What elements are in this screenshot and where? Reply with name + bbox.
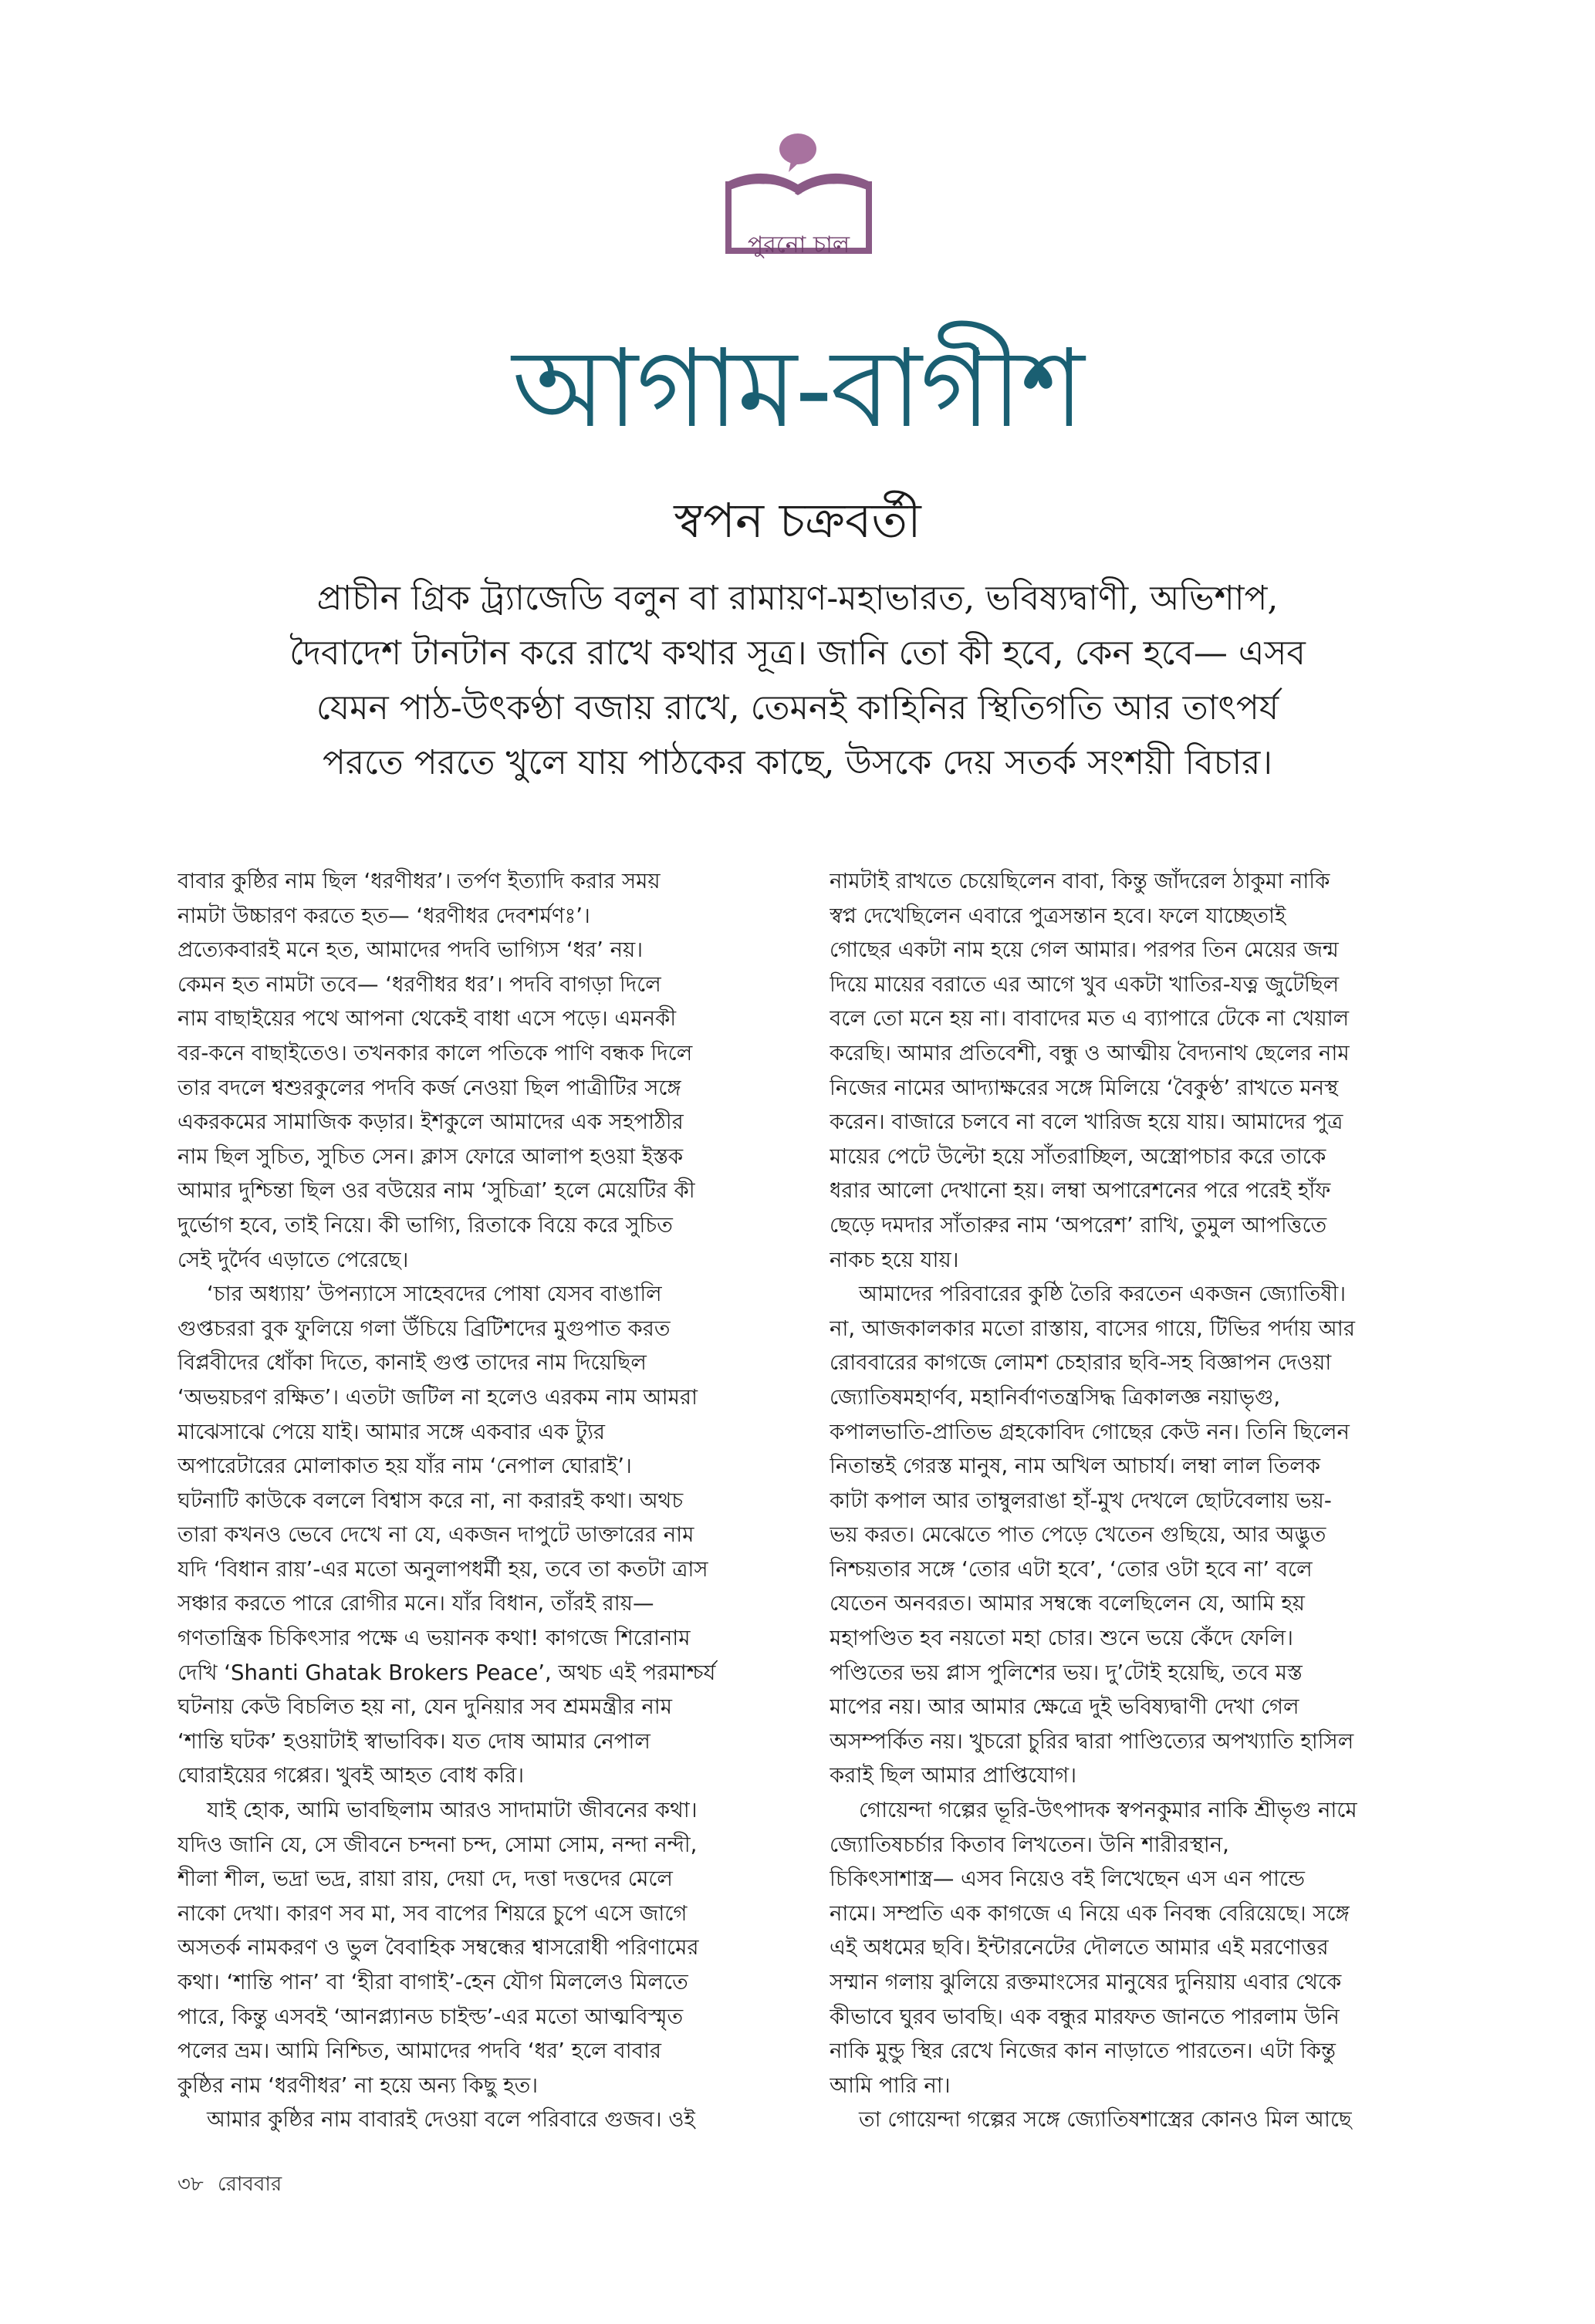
body-line: আমার কুষ্ঠির নাম বাবারই দেওয়া বলে পরিবারে গুজব। ওই — [207, 2107, 695, 2133]
body-line: গণতান্ত্রিক চিকিৎসার পক্ষে এ ভয়ানক কথা! কাগজে শিরোনাম — [177, 1626, 691, 1651]
body-line: পলের ভ্রম। আমি নিশ্চিত, আমাদের পদবি ‘ধর’ হলে বাবার — [177, 2039, 662, 2064]
body-line: কুষ্ঠির নাম ‘ধরণীধর’ না হয়ে অন্য কিছু হত। — [177, 2072, 539, 2098]
body-line: মাপের নয়। আর আমার ক্ষেত্রে দুই ভবিষ্যদ্বাণী দেখা গেল — [830, 1694, 1299, 1720]
body-line: স্বপ্ন দেখেছিলেন এবারে পুত্রসন্তান হবে। ফলে যাচ্ছেতাই — [830, 903, 1286, 928]
body-column-left — [177, 864, 764, 2137]
body-line: কপালভাতি-প্রাতিভ গ্রহকোবিদ গোছের কেউ নন। তিনি ছিলেন — [830, 1419, 1350, 1444]
body-line: অপারেটারের মোলাকাত হয় যাঁর নাম ‘নেপাল ঘোরাই’। — [177, 1454, 632, 1479]
body-line: জ্যোতিষচর্চার কিতাব লিখতেন। উনি শারীরস্থান, — [830, 1832, 1229, 1857]
body-line: সম্মান গলায় ঝুলিয়ে রক্তমাংসের মানুষের দুনিয়ায় এবার থেকে — [830, 1970, 1342, 1995]
body-line: করাই ছিল আমার প্রাপ্তিযোগ। — [830, 1763, 1077, 1789]
body-line: নাম বাছাইয়ের পথে আপনা থেকেই বাধা এসে পড়ে। এমনকী — [177, 1006, 677, 1032]
body-line: নাকচ হয়ে যায়। — [830, 1247, 959, 1272]
body-line: যাই হোক, আমি ভাবছিলাম আরও সাদামাটা জীবনের কথা। — [207, 1798, 698, 1823]
body-line: বর-কনে বাছাইতেও। তখনকার কালে পতিকে পাণি বন্ধক দিলে — [177, 1040, 693, 1066]
body-line: প্রত্যেকবারই মনে হত, আমাদের পদবি ভাগ্যিস ‘ধর’ নয়। — [177, 937, 644, 963]
intro-line: প্রাচীন গ্রিক ট্র্যাজেডি বলুন বা রামায়ণ-মহাভারত, ভবিষ্যদ্বাণী, অভিশাপ, — [316, 579, 1279, 618]
intro-line: যেমন পাঠ-উৎকণ্ঠা বজায় রাখে, তেমনই কাহিনির স্থিতিগতি আর তাৎপর্য — [316, 688, 1279, 728]
body-line: যদি ‘বিধান রায়’-এর মতো অনুলাপধর্মী হয়, তবে তা কতটা ত্রাস — [177, 1556, 708, 1582]
page-footer — [177, 2168, 282, 2202]
section-logo — [718, 127, 880, 274]
body-line: না, আজকালকার মতো রাস্তায়, বাসের গায়ে, টিভির পর্দায় আর — [830, 1316, 1355, 1341]
body-line: দেখি ‘Shanti Ghatak Brokers Peace’, অথচ এই পরমাশ্চর্য — [177, 1660, 716, 1685]
body-line: একরকমের সামাজিক কড়ার। ইশকুলে আমাদের এক সহপাঠীর — [177, 1110, 684, 1135]
body-line: নিতান্তই গেরস্ত মানুষ, নাম অখিল আচার্য। লম্বা লাল তিলক — [830, 1454, 1321, 1479]
body-line: যেতেন অনবরত। আমার সম্বন্ধে বলেছিলেন যে, আমি হয় — [830, 1591, 1305, 1616]
body-line: নাম ছিল সুচিত, সুচিত সেন। ক্লাস ফোরে আলাপ হওয়া ইস্তক — [177, 1143, 684, 1169]
body-line: গোয়েন্দা গল্পের ভূরি-উৎপাদক স্বপনকুমার নাকি শ্রীভৃগু নামে — [859, 1798, 1357, 1823]
body-line: পণ্ডিতের ভয় প্লাস পুলিশের ভয়। দু’টোই হয়েছি, তবে মস্ত — [830, 1660, 1303, 1685]
body-line: ভয় করত। মেঝেতে পাত পেড়ে খেতেন গুছিয়ে, আর অদ্ভুত — [830, 1522, 1326, 1548]
body-line: রোববারের কাগজে লোমশ চেহারার ছবি-সহ বিজ্ঞাপন দেওয়া — [830, 1350, 1332, 1376]
body-line: সঞ্চার করতে পারে রোগীর মনে। যাঁর বিধান, তাঁরই রায়— — [177, 1591, 654, 1616]
publication-name: রোববার — [218, 2173, 282, 2196]
body-line: যদিও জানি যে, সে জীবনে চন্দনা চন্দ, সোমা সোম, নন্দা নন্দী, — [177, 1832, 698, 1857]
body-column-right — [830, 864, 1416, 2137]
body-line: নাকি মুন্ডু স্থির রেখে নিজের কান নাড়াতে পারতেন। এটা কিন্তু — [830, 2039, 1336, 2064]
body-line: নাকো দেখা। কারণ সব মা, সব বাপের শিয়রে চুপে এসে জাগে — [177, 1900, 688, 1926]
body-line: অসম্পর্কিত নয়। খুচরো চুরির দ্বারা পাণ্ডিত্যের অপখ্যাতি হাসিল — [830, 1728, 1354, 1754]
body-line: আমি পারি না। — [830, 2072, 951, 2098]
body-line: ধরার আলো দেখানো হয়। লম্বা অপারেশনের পরে পরেই হাঁফ — [830, 1178, 1331, 1204]
body-line: চিকিৎসাশাস্ত্র— এসব নিয়েও বই লিখেছেন এস এন পান্ডে — [830, 1866, 1305, 1892]
body-line: তার বদলে শ্বশুরকুলের পদবি কর্জ নেওয়া ছিল পাত্রীটির সঙ্গে — [177, 1075, 681, 1100]
body-line: করেছি। আমার প্রতিবেশী, বন্ধু ও আত্মীয় বৈদ্যনাথ ছেলের নাম — [830, 1040, 1350, 1066]
body-line: নামটাই রাখতে চেয়েছিলেন বাবা, কিন্তু জাঁদরেল ঠাকুমা নাকি — [830, 869, 1330, 893]
article-intro — [177, 571, 1418, 790]
body-line: তা গোয়েন্দা গল্পের সঙ্গে জ্যোতিষশাস্ত্রের কোনও মিল আছে — [859, 2107, 1352, 2133]
body-line: পারে, কিন্তু এসবই ‘আনপ্ল্যানড চাইল্ড’-এর মতো আত্মবিস্মৃত — [177, 2004, 684, 2029]
body-line: জ্যোতিষমহার্ণব, মহানির্বাণতন্ত্রসিদ্ধ ত্রিকালজ্ঞ নয়াভৃগু, — [830, 1384, 1281, 1410]
body-line: কেমন হত নামটা তবে— ‘ধরণীধর ধর’। পদবি বাগড়া দিলে — [177, 971, 661, 997]
section-label: পুরনো চাল — [747, 231, 850, 258]
body-line: ‘অভয়চরণ রক্ষিত’। এতটা জটিল না হলেও এরকম নাম আমরা — [177, 1384, 698, 1410]
body-line: গোছের একটা নাম হয়ে গেল আমার। পরপর তিন মেয়ের জন্ম — [830, 937, 1339, 963]
article-author: স্বপন চক্রবর্তী — [674, 492, 921, 549]
body-line: আমার দুশ্চিন্তা ছিল ওর বউয়ের নাম ‘সুচিত্রা’ হলে মেয়েটির কী — [177, 1178, 695, 1204]
body-line: করেন। বাজারে চলবে না বলে খারিজ হয়ে যায়। আমাদের পুত্র — [830, 1110, 1343, 1135]
body-line: ‘চার অধ্যায়’ উপন্যাসে সাহেবদের পোষা যেসব বাঙালি — [207, 1282, 662, 1307]
body-line: অসতর্ক নামকরণ ও ভুল বৈবাহিক সম্বন্ধের শ্বাসরোধী পরিণামের — [177, 1935, 699, 1961]
body-line: ঘটনাটি কাউকে বললে বিশ্বাস করে না, না করারই কথা। অথচ — [177, 1488, 684, 1513]
body-line: দিয়ে মায়ের বরাতে এর আগে খুব একটা খাতির-যত্ন জুটেছিল — [830, 971, 1340, 997]
body-line: নিজের নামের আদ্যাক্ষরের সঙ্গে মিলিয়ে ‘বৈকুণ্ঠ’ রাখতে মনস্থ — [830, 1075, 1339, 1100]
body-line: মহাপণ্ডিত হব নয়তো মহা চোর। শুনে ভয়ে কেঁদে ফেলি। — [830, 1626, 1293, 1651]
body-line: আমাদের পরিবারের কুষ্ঠি তৈরি করতেন একজন জ্যোতিষী। — [859, 1282, 1347, 1307]
body-line: শীলা শীল, ভদ্রা ভদ্র, রায়া রায়, দেয়া দে, দত্তা দত্তদের মেলে — [177, 1866, 673, 1892]
body-line: এই অধমের ছবি। ইন্টারনেটের দৌলতে আমার এই মরণোত্তর — [830, 1935, 1329, 1961]
body-line: বিপ্লবীদের ধোঁকা দিতে, কানাই গুপ্ত তাদের নাম দিয়েছিল — [177, 1350, 647, 1376]
body-line: ‘শান্তি ঘটক’ হওয়াটাই স্বাভাবিক। যত দোষ আমার নেপাল — [177, 1728, 651, 1754]
body-line: বলে তো মনে হয় না। বাবাদের মত এ ব্যাপারে টেকে না খেয়াল — [830, 1006, 1350, 1032]
body-line: মায়ের পেটে উল্টো হয়ে সাঁতরাচ্ছিল, অস্ত্রোপচার করে তাকে — [830, 1143, 1326, 1169]
body-line: ঘটনায় কেউ বিচলিত হয় না, যেন দুনিয়ার সব শ্রমমন্ত্রীর নাম — [177, 1694, 673, 1720]
body-line: বাবার কুষ্ঠির নাম ছিল ‘ধরণীধর’। তর্পণ ইত্যাদি করার সময় — [177, 869, 661, 893]
body-line: নিশ্চয়তার সঙ্গে ‘তোর এটা হবে’, ‘তোর ওটা হবে না’ বলে — [830, 1556, 1313, 1582]
body-line: দুর্ভোগ হবে, তাই নিয়ে। কী ভাগ্যি, রিতাকে বিয়ে করে সুচিত — [177, 1212, 673, 1238]
body-line: কথা। ‘শান্তি পান’ বা ‘হীরা বাগাই’-হেন যৌগ মিললেও মিলতে — [177, 1970, 688, 1995]
body-line: ঘোরাইয়ের গপ্পের। খুবই আহত বোধ করি। — [177, 1763, 525, 1789]
body-line: নামটা উচ্চারণ করতে হত— ‘ধরণীধর দেবশর্মণঃ’। — [177, 903, 590, 928]
intro-line: পরতে পরতে খুলে যায় পাঠকের কাছে, উসকে দেয় সতর্ক সংশয়ী বিচার। — [322, 743, 1273, 782]
body-line: তারা কখনও ভেবে দেখে না যে, একজন দাপুটে ডাক্তারের নাম — [177, 1522, 694, 1548]
intro-line: দৈবাদেশ টানটান করে রাখে কথার সূত্র। জানি তো কী হবে, কেন হবে— এসব — [289, 633, 1306, 673]
body-line: নামে। সম্প্রতি এক কাগজে এ নিয়ে এক নিবন্ধ বেরিয়েছে। সঙ্গে — [830, 1900, 1350, 1926]
body-line: মাঝেসাঝে পেয়ে যাই। আমার সঙ্গে একবার এক ট্যুর — [177, 1419, 606, 1444]
body-line: সেই দুর্দৈব এড়াতে পেরেছে। — [177, 1247, 409, 1272]
body-line: গুপ্তচররা বুক ফুলিয়ে গলা উঁচিয়ে ব্রিটিশদের মুগুপাত করত — [177, 1316, 671, 1341]
page-number: ৩৮ — [177, 2173, 204, 2196]
body-line: কাটা কপাল আর তাম্বুলরাঙা হাঁ-মুখ দেখলে ছোটবেলায় ভয়- — [830, 1488, 1332, 1513]
body-line: ছেড়ে দমদার সাঁতারুর নাম ‘অপরেশ’ রাখি, তুমুল আপত্তিতে — [830, 1212, 1327, 1238]
article-title: আগাম-বাগীশ — [512, 326, 1083, 452]
body-line: কীভাবে ঘুরব ভাবছি। এক বন্ধুর মারফত জানতে পারলাম উনি — [830, 2004, 1340, 2029]
